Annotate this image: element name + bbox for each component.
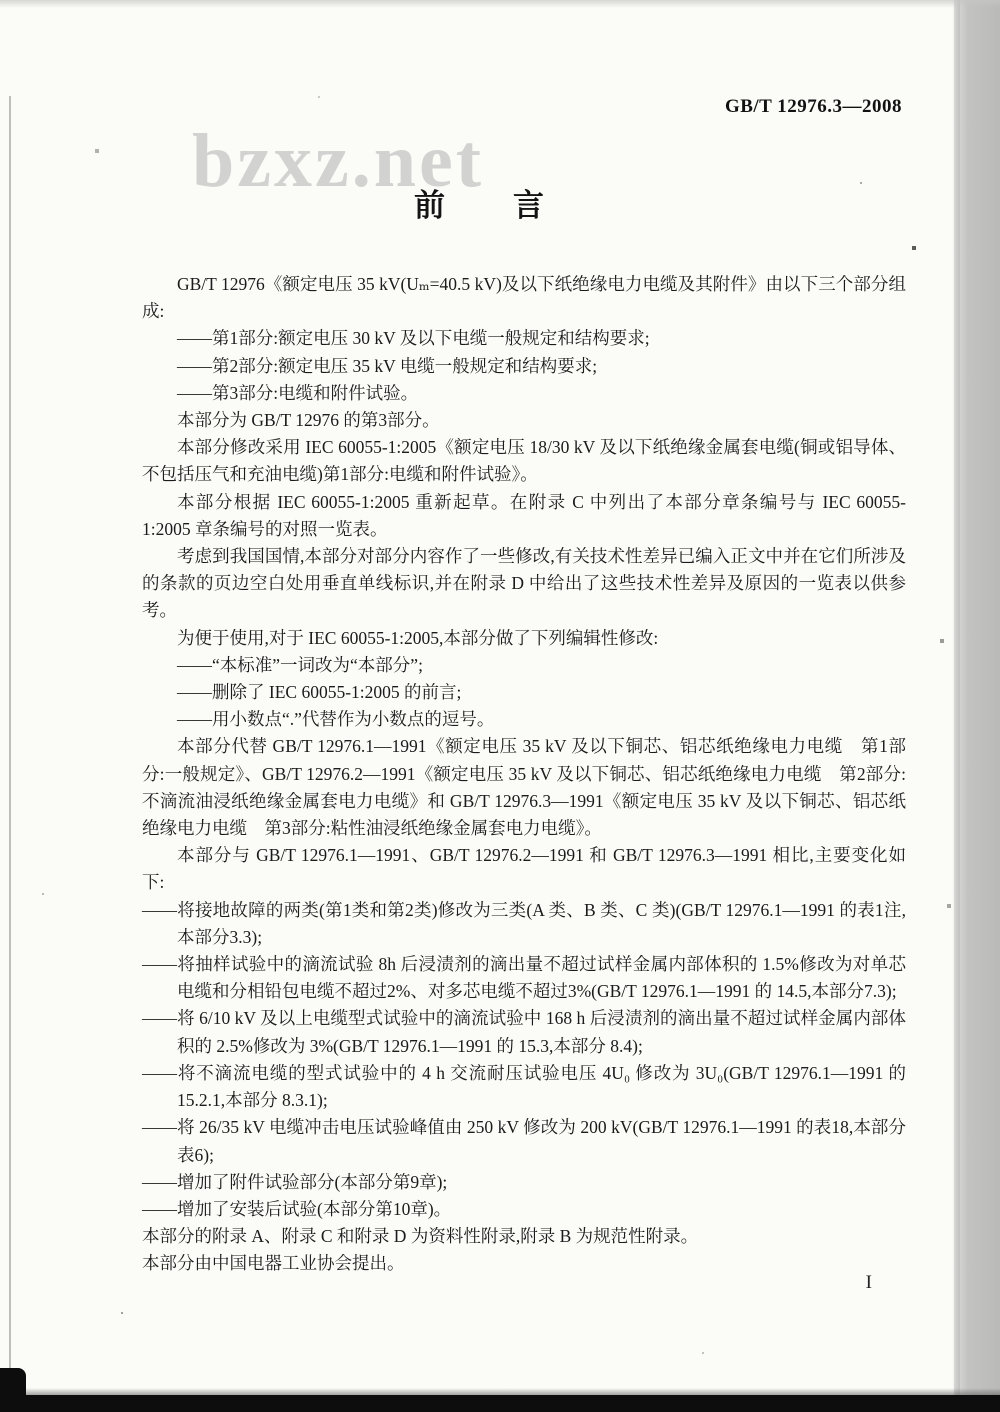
paragraph: ——第3部分:电缆和附件试验。 bbox=[177, 382, 419, 403]
paragraph: 本部分为 GB/T 12976 的第3部分。 bbox=[177, 410, 440, 431]
paragraph: GB/T 12976《额定电压 35 kV(Uₘ=40.5 kV)及以下纸绝缘电力电缆及其附件》由以下三个部分组成: bbox=[142, 274, 906, 322]
paragraph: ——将 6/10 kV 及以上电缆型式试验中的滴流试验中 168 h 后浸渍剂的滴出量不超过试样金属内部体积的 2.5%修改为 3%(GB/T 12976.1—1991 的 15.3,本部分 8.4); bbox=[142, 1008, 906, 1056]
paragraph: ——将接地故障的两类(第1类和第2类)修改为三类(A 类、B 类、C 类)(GB/T 12976.1—1991 的表1注,本部分3.3); bbox=[142, 899, 906, 947]
scan-corner-bottom-left bbox=[0, 1368, 26, 1412]
scan-edge-bottom-bar bbox=[0, 1395, 1000, 1412]
paragraph: ——增加了附件试验部分(本部分第9章); bbox=[142, 1171, 448, 1192]
paragraph: 为便于使用,对于 IEC 60055-1:2005,本部分做了下列编辑性修改: bbox=[177, 627, 659, 648]
paragraph: ——第1部分:额定电压 30 kV 及以下电缆一般规定和结构要求; bbox=[177, 328, 650, 349]
page-title: 前 言 bbox=[414, 188, 546, 223]
scan-specks bbox=[0, 0, 2, 2]
document-body bbox=[142, 271, 906, 1278]
paragraph: ——用小数点“.”代替作为小数点的逗号。 bbox=[177, 709, 495, 730]
scan-edge-left-line bbox=[9, 96, 11, 1386]
paragraph: 本部分由中国电器工业协会提出。 bbox=[142, 1253, 405, 1274]
paragraph: ——将 26/35 kV 电缆冲击电压试验峰值由 250 kV 修改为 200 kV(GB/T 12976.1—1991 的表18,本部分表6); bbox=[142, 1117, 906, 1165]
watermark-text: bzxz.net bbox=[192, 119, 485, 203]
scan-edge-bottom-shadow bbox=[0, 1388, 1000, 1395]
paragraph: 本部分根据 IEC 60055-1:2005 重新起草。在附录 C 中列出了本部分章条编号与 IEC 60055-1:2005 章条编号的对照一览表。 bbox=[142, 491, 906, 539]
paragraph: 本部分与 GB/T 12976.1—1991、GB/T 12976.2—1991 和 GB/T 12976.3—1991 相比,主要变化如下: bbox=[142, 845, 906, 893]
scan-edge-top bbox=[0, 0, 1000, 8]
scan-edge-right bbox=[954, 0, 1000, 1412]
paragraph: ——增加了安装后试验(本部分第10章)。 bbox=[142, 1198, 452, 1219]
paragraph: 本部分修改采用 IEC 60055-1:2005《额定电压 18/30 kV 及以下纸绝缘金属套电缆(铜或铝导体、不包括压气和充油电缆)第1部分:电缆和附件试验》。 bbox=[142, 437, 906, 485]
page-number: I bbox=[865, 1272, 872, 1293]
paragraph: ——第2部分:额定电压 35 kV 电缆一般规定和结构要求; bbox=[177, 355, 598, 376]
paragraph: 考虑到我国国情,本部分对部分内容作了一些修改,有关技术性差异已编入正文中并在它们所涉及的条款的页边空白处用垂直单线标识,并在附录 D 中给出了这些技术性差异及原因的一览表以供参考。 bbox=[142, 546, 906, 621]
paragraph: ——将抽样试验中的滴流试验 8h 后浸渍剂的滴出量不超过试样金属内部体积的 1.5%修改为对单芯电缆和分相铅包电缆不超过2%、对多芯电缆不超过3%(GB/T 12976.1—1991 的 14.5,本部分7.3); bbox=[142, 954, 906, 1002]
paragraph: 本部分的附录 A、附录 C 和附录 D 为资料性附录,附录 B 为规范性附录。 bbox=[142, 1226, 699, 1247]
standard-number: GB/T 12976.3—2008 bbox=[724, 96, 902, 117]
paragraph: 本部分代替 GB/T 12976.1—1991《额定电压 35 kV 及以下铜芯、铝芯纸绝缘电力电缆 第1部分:一般规定》、GB/T 12976.2—1991《额定电压 35 kV 及以下铜芯、铝芯纸绝缘电力电缆 第2部分:不滴流油浸纸绝缘金属套电力电缆》和 GB/T 12976.3—1991《额定电压 35 kV 及以下铜芯、铝芯纸绝缘电力电缆 第3部分:粘性油浸纸绝缘金属套电力电缆》。 bbox=[142, 736, 906, 839]
paragraph: ——“本标准”一词改为“本部分”; bbox=[177, 654, 423, 675]
paragraph: ——将不滴流电缆的型式试验中的 4 h 交流耐压试验电压 4U₀ 修改为 3U₀(GB/T 12976.1—1991 的 15.2.1,本部分 8.3.1); bbox=[142, 1062, 906, 1111]
paragraph: ——删除了 IEC 60055-1:2005 的前言; bbox=[177, 682, 462, 703]
